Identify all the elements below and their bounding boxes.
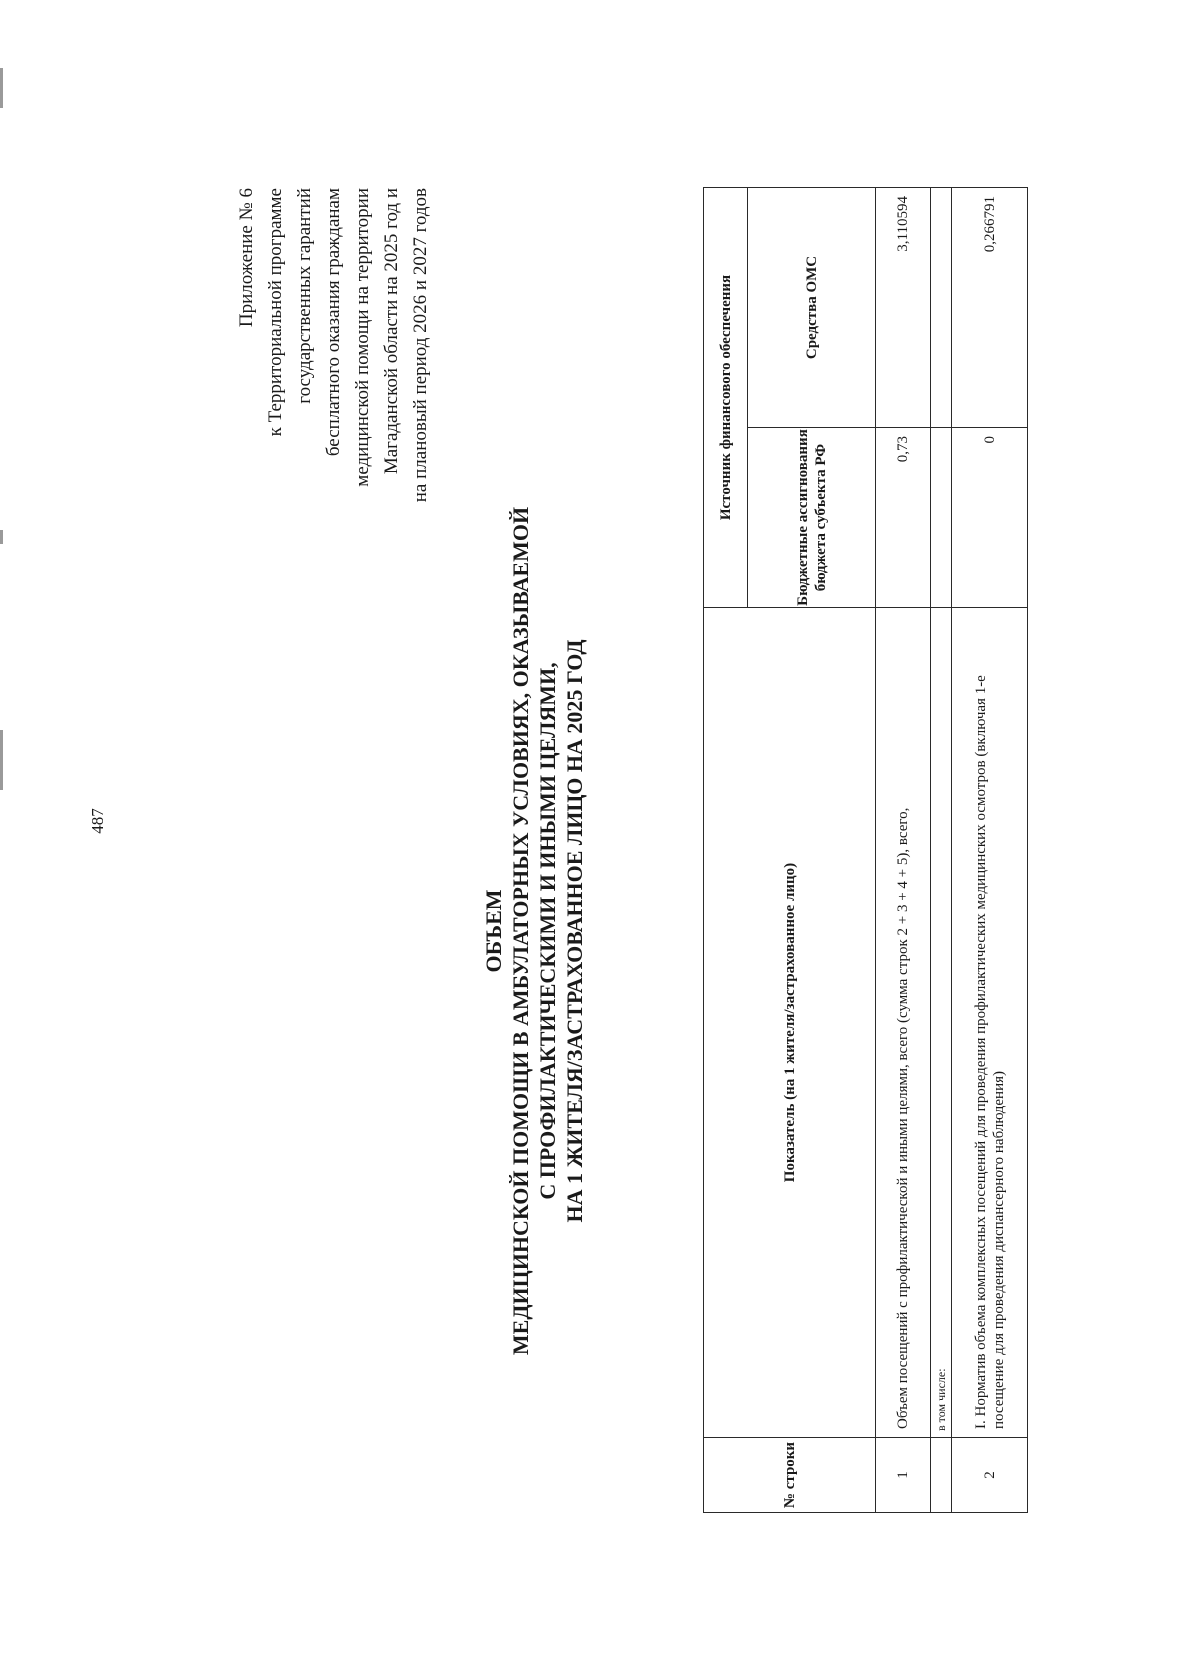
table-row xyxy=(931,188,952,1513)
header-indicator: Показатель (на 1 жителя/застрахованное лицо) xyxy=(704,608,876,1438)
row-indicator: I. Норматив объема комплексных посещений для проведения профилактических медицинских осмотров (включая 1-е посещение для проведения диспансерного наблюдения) xyxy=(952,608,1028,1438)
appendix-heading xyxy=(232,188,435,658)
appendix-line: бесплатного оказания гражданам xyxy=(323,188,344,457)
title-line: ОБЪЕМ xyxy=(481,889,506,973)
document-title xyxy=(480,481,588,1381)
appendix-line: Приложение № 6 xyxy=(236,188,257,328)
row-indicator: Объем посещений с профилактической и иными целями, всего (сумма строк 2 + 3 + 4 + 5), всего, xyxy=(876,608,931,1438)
appendix-line: на плановый период 2026 и 2027 годов xyxy=(410,188,431,503)
header-oms: Средства ОМС xyxy=(748,188,876,428)
header-source: Источник финансового обеспечения xyxy=(704,188,748,608)
table-row xyxy=(952,188,1028,1513)
row-budget-value xyxy=(931,428,952,608)
appendix-line: медицинской помощи на территории xyxy=(352,188,373,487)
appendix-line: государственных гарантий xyxy=(294,188,315,404)
row-indicator: в том числе: xyxy=(931,608,952,1438)
row-oms-value: 0,266791 xyxy=(952,188,1028,428)
appendix-line: к Территориальной программе xyxy=(265,188,286,437)
page-number: 487 xyxy=(88,808,107,834)
row-number: 1 xyxy=(876,1438,931,1513)
title-line: МЕДИЦИНСКОЙ ПОМОЩИ В АМБУЛАТОРНЫХ УСЛОВИЯХ, ОКАЗЫВАЕМОЙ xyxy=(508,506,533,1356)
volume-table xyxy=(703,187,1028,1513)
title-line: НА 1 ЖИТЕЛЯ/ЗАСТРАХОВАННОЕ ЛИЦО НА 2025 ГОД xyxy=(562,639,587,1223)
row-oms-value xyxy=(931,188,952,428)
table-row xyxy=(876,188,931,1513)
row-number xyxy=(931,1438,952,1513)
row-budget-value: 0 xyxy=(952,428,1028,608)
row-budget-value: 0,73 xyxy=(876,428,931,608)
row-oms-value: 3,110594 xyxy=(876,188,931,428)
row-number: 2 xyxy=(952,1438,1028,1513)
header-row-no: № строки xyxy=(704,1438,876,1513)
header-budget: Бюджетные ассигнования бюджета субъекта РФ xyxy=(748,428,876,608)
appendix-line: Магаданской области на 2025 год и xyxy=(381,188,402,475)
table-header-row xyxy=(704,188,748,1513)
title-line: С ПРОФИЛАКТИЧЕСКИМИ И ИНЫМИ ЦЕЛЯМИ, xyxy=(535,662,560,1200)
